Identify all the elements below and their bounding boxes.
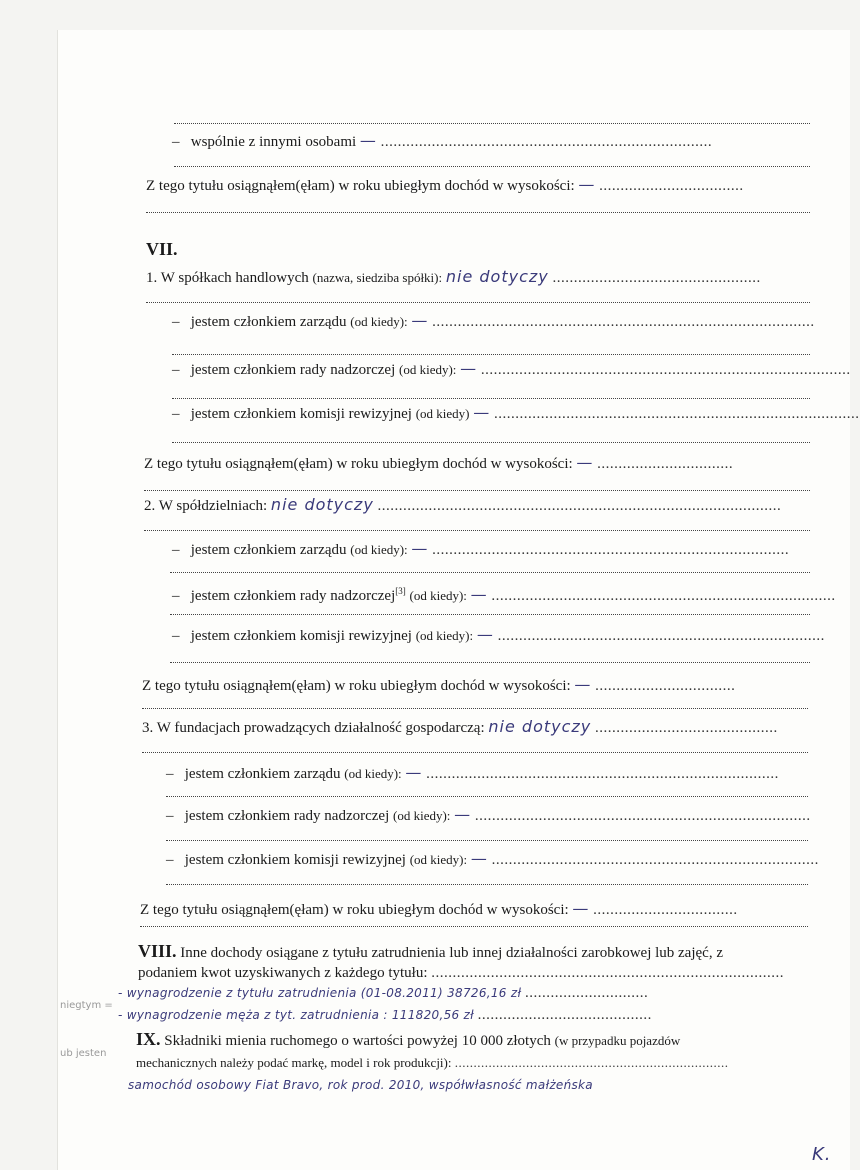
line-vii-3-rada: – jestem członkiem rady nadzorczej (od kiedy): — ............................................................................... bbox=[166, 805, 811, 824]
field-label: Inne dochody osiągane z tytułu zatrudnienia lub innej działalności zarobkowej lub zajęć, z bbox=[180, 945, 723, 961]
field-label: jestem członkiem rady nadzorczej bbox=[184, 808, 390, 824]
bullet: – bbox=[172, 406, 180, 422]
field-hint: (od kiedy): bbox=[393, 808, 451, 823]
dotted-line bbox=[142, 708, 808, 709]
dotted-line bbox=[174, 123, 810, 124]
bullet: – bbox=[166, 808, 174, 824]
dotted-line bbox=[166, 840, 808, 841]
line-vii-2: 2. W spółdzielniach: nie dotyczy ............................................................................................... bbox=[144, 495, 782, 514]
field-hint: (w przypadku pojazdów bbox=[554, 1033, 681, 1048]
bullet: – bbox=[166, 766, 174, 782]
bullet: – bbox=[172, 314, 180, 330]
dotted-line bbox=[170, 614, 810, 615]
line-ix-1 bbox=[136, 1030, 810, 1050]
field-hint: (nazwa, siedziba spółki): bbox=[312, 270, 443, 285]
field-label: jestem członkiem zarządu bbox=[184, 766, 341, 782]
field-hint: (od kiedy): bbox=[409, 588, 467, 603]
field-hint: (od kiedy): bbox=[399, 362, 457, 377]
field-label: jestem członkiem komisji rewizyjnej bbox=[184, 852, 406, 868]
line-vii-1-komisja: – jestem członkiem komisji rewizyjnej (od kiedy) — ...................................................................................... bbox=[172, 403, 860, 422]
margin-text: ub jesten bbox=[60, 1048, 107, 1059]
field-hint: (od kiedy): bbox=[415, 628, 474, 643]
field-hint: (od kiedy): bbox=[350, 314, 408, 329]
line-viii-1 bbox=[138, 942, 810, 962]
bullet: – bbox=[172, 542, 180, 558]
section-vii-heading: VII. bbox=[146, 239, 178, 259]
field-hint: (od kiedy): bbox=[344, 766, 402, 781]
line-vii-3-dochod: Z tego tytułu osiągnąłem(ęłam) w roku ubiegłym dochód w wysokości: — .................................. bbox=[140, 899, 738, 918]
field-label: jestem członkiem komisji rewizyjnej bbox=[190, 406, 412, 422]
field-label: Z tego tytułu osiągnąłem(ęłam) w roku ubiegłym dochód w wysokości: bbox=[142, 678, 571, 694]
line-vii-2-komisja: – jestem członkiem komisji rewizyjnej (od kiedy): — ............................................................................. bbox=[172, 625, 825, 644]
handwritten-entry: nie dotyczy bbox=[445, 267, 549, 286]
line-wspolnie: – wspólnie z innymi osobami — .............................................................................. bbox=[172, 131, 713, 150]
handwritten-entry: — bbox=[470, 849, 488, 868]
handwritten-entry: — bbox=[454, 805, 472, 824]
bullet: – bbox=[172, 362, 180, 378]
handwritten-entry: — bbox=[411, 539, 429, 558]
handwritten-entry: — bbox=[572, 899, 590, 918]
field-label: Z tego tytułu osiągnąłem(ęłam) w roku ubiegłym dochód w wysokości: bbox=[146, 178, 575, 194]
handwritten-entry: — bbox=[574, 675, 592, 694]
line-vii-3: 3. W fundacjach prowadzących działalność gospodarczą: nie dotyczy ........................................... bbox=[142, 717, 778, 736]
line-vii-2-zarzad: – jestem członkiem zarządu (od kiedy): — .................................................................................... bbox=[172, 539, 790, 558]
handwritten-entry: - wynagrodzenie z tytułu zatrudnienia (01-08.2011) 38726,16 zł bbox=[118, 986, 522, 1000]
handwritten-entry: nie dotyczy bbox=[488, 717, 592, 736]
handwritten-entry: samochód osobowy Fiat Bravo, rok prod. 2010, współwłasność małżeńska bbox=[128, 1078, 593, 1092]
field-label: wspólnie z innymi osobami bbox=[190, 134, 357, 150]
field-label: jestem członkiem zarządu bbox=[190, 314, 347, 330]
field-label: jestem członkiem zarządu bbox=[190, 542, 347, 558]
handwritten-entry: nie dotyczy bbox=[270, 495, 374, 514]
field-label: 1. W spółkach handlowych bbox=[146, 270, 309, 286]
line-vii-1-zarzad: – jestem członkiem zarządu (od kiedy): — .......................................................................................... bbox=[172, 311, 815, 330]
handwritten-entry: — bbox=[411, 311, 429, 330]
handwritten-entry: - wynagrodzenie męża z tyt. zatrudnienia : 111820,56 zł bbox=[118, 1008, 474, 1022]
line-vii-3-zarzad: – jestem członkiem zarządu (od kiedy): — ................................................................................... bbox=[166, 763, 779, 782]
line-viii-hw1: - wynagrodzenie z tytułu zatrudnienia (01-08.2011) 38726,16 zł ............................. bbox=[118, 985, 649, 1001]
line-viii-2: podaniem kwot uzyskiwanych z każdego tytułu: ................................................................................... bbox=[138, 965, 785, 981]
handwritten-entry: — bbox=[359, 131, 377, 150]
dotted-line bbox=[166, 884, 808, 885]
bullet: – bbox=[172, 134, 180, 150]
field-label: jestem członkiem komisji rewizyjnej bbox=[190, 628, 412, 644]
field-label: Z tego tytułu osiągnąłem(ęłam) w roku ubiegłym dochód w wysokości: bbox=[140, 902, 569, 918]
handwritten-entry: — bbox=[470, 585, 488, 604]
field-label: mechanicznych należy podać markę, model i rok produkcji): bbox=[136, 1055, 452, 1070]
line-vii-3-komisja: – jestem członkiem komisji rewizyjnej (od kiedy): — ............................................................................. bbox=[166, 849, 819, 868]
dotted-line bbox=[170, 662, 810, 663]
field-label: Składniki mienia ruchomego o wartości powyżej 10 000 złotych bbox=[164, 1033, 551, 1049]
dotted-line bbox=[146, 212, 810, 213]
dotted-line bbox=[146, 302, 810, 303]
dotted-line bbox=[172, 442, 810, 443]
field-hint: (od kiedy) bbox=[415, 406, 470, 421]
line-vii-2-rada: – jestem członkiem rady nadzorczej[3] (od kiedy): — ................................................................................. bbox=[172, 585, 836, 604]
dotted-line bbox=[172, 398, 810, 399]
line-vii-1: 1. W spółkach handlowych (nazwa, siedziba spółki): nie dotyczy ................................................. bbox=[146, 267, 761, 286]
bullet: – bbox=[166, 852, 174, 868]
dotted-line bbox=[140, 926, 808, 927]
line-ix-hw bbox=[128, 1076, 810, 1094]
field-label: 2. W spółdzielniach: bbox=[144, 498, 268, 514]
line-vii-1-rada: – jestem członkiem rady nadzorczej (od kiedy): — ....................................................................................... bbox=[172, 359, 851, 378]
corner-initials: K. bbox=[812, 1144, 832, 1165]
dotted-line bbox=[142, 752, 808, 753]
field-label: jestem członkiem rady nadzorczej bbox=[190, 588, 396, 604]
handwritten-entry: — bbox=[473, 403, 491, 422]
section-ix-heading: IX. bbox=[136, 1029, 161, 1049]
dotted-line bbox=[144, 490, 810, 491]
dotted-line bbox=[172, 354, 810, 355]
field-hint: (od kiedy): bbox=[409, 852, 468, 867]
footnote-marker: [3] bbox=[395, 586, 406, 596]
handwritten-entry: — bbox=[576, 453, 594, 472]
field-label: podaniem kwot uzyskiwanych z każdego tytułu: bbox=[138, 965, 428, 981]
dotted-line bbox=[174, 166, 810, 167]
handwritten-entry: — bbox=[578, 175, 596, 194]
handwritten-entry: — bbox=[476, 625, 494, 644]
dotted-line bbox=[166, 796, 808, 797]
handwritten-entry: — bbox=[405, 763, 423, 782]
line-viii-hw2: - wynagrodzenie męża z tyt. zatrudnienia : 111820,56 zł ......................................... bbox=[118, 1007, 652, 1023]
line-dochod-vi: Z tego tytułu osiągnąłem(ęłam) w roku ubiegłym dochód w wysokości: — .................................. bbox=[146, 175, 744, 194]
line-vii-2-dochod: Z tego tytułu osiągnąłem(ęłam) w roku ubiegłym dochód w wysokości: — ................................. bbox=[142, 675, 736, 694]
field-label: 3. W fundacjach prowadzących działalność gospodarczą: bbox=[142, 720, 485, 736]
section-viii-heading: VIII. bbox=[138, 941, 177, 961]
field-hint: (od kiedy): bbox=[350, 542, 408, 557]
line-ix-2: mechanicznych należy podać markę, model i rok produkcji): ......................................................................... bbox=[136, 1055, 729, 1070]
margin-text: niegtym = bbox=[60, 1000, 113, 1011]
field-label: Z tego tytułu osiągnąłem(ęłam) w roku ubiegłym dochód w wysokości: bbox=[144, 456, 573, 472]
handwritten-entry: — bbox=[460, 359, 478, 378]
bullet: – bbox=[172, 628, 180, 644]
bullet: – bbox=[172, 588, 180, 604]
field-label: jestem członkiem rady nadzorczej bbox=[190, 362, 396, 378]
dotted-line bbox=[170, 572, 810, 573]
line-vii-1-dochod: Z tego tytułu osiągnąłem(ęłam) w roku ubiegłym dochód w wysokości: — ................................ bbox=[144, 453, 734, 472]
dotted-line bbox=[144, 530, 810, 531]
